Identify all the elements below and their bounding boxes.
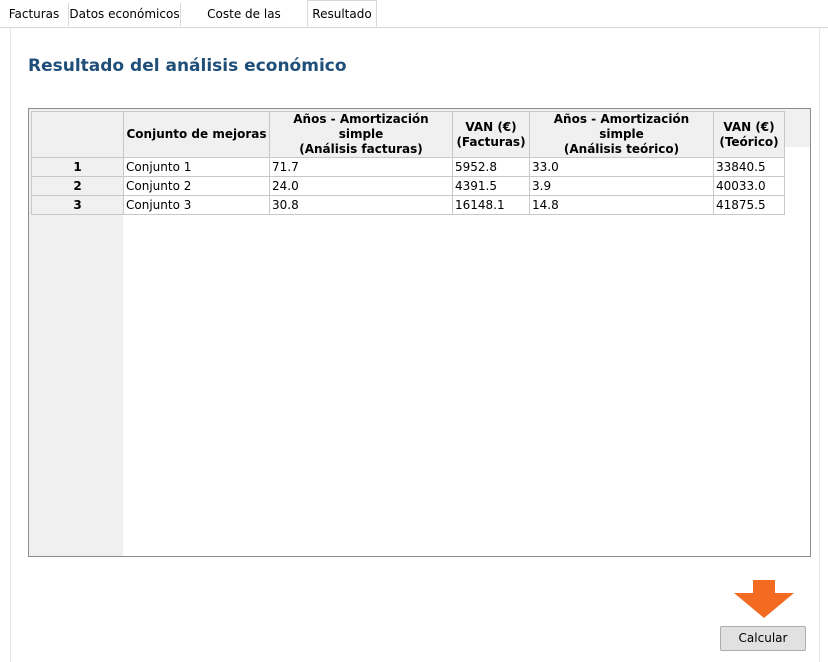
cell-amortizacion-teorico[interactable]: 33.0 [530, 158, 714, 177]
column-header-amortizacion-facturas[interactable]: Años - Amortización simple (Análisis facturas) [270, 112, 453, 158]
header-row [32, 112, 785, 158]
tab-coste-de-las-medidas[interactable]: Coste de las [207, 7, 281, 21]
tab-resultado[interactable]: Resultado [307, 0, 377, 27]
cell-conjunto[interactable]: Conjunto 3 [124, 196, 270, 215]
row-header[interactable]: 2 [32, 177, 124, 196]
column-header-amortizacion-teorico[interactable]: Años - Amortización simple (Análisis teórico) [530, 112, 714, 158]
cell-van-teorico[interactable]: 40033.0 [714, 177, 785, 196]
calculate-button[interactable]: Calcular [720, 626, 806, 651]
row-header[interactable]: 1 [32, 158, 124, 177]
corner-header[interactable] [32, 112, 124, 158]
cell-amortizacion-teorico[interactable]: 14.8 [530, 196, 714, 215]
table-row[interactable] [32, 196, 785, 215]
cell-van-teorico[interactable]: 33840.5 [714, 158, 785, 177]
tab-facturas[interactable]: Facturas [0, 3, 69, 26]
arrow-down-shape [734, 580, 794, 618]
cell-amortizacion-facturas[interactable]: 30.8 [270, 196, 453, 215]
table-row[interactable] [32, 177, 785, 196]
column-header-van-facturas[interactable]: VAN (€) (Facturas) [453, 112, 530, 158]
page-title: Resultado del análisis económico [28, 56, 347, 76]
column-header-van-teorico[interactable]: VAN (€) (Teórico) [714, 112, 785, 158]
results-grid[interactable] [28, 108, 811, 557]
row-header[interactable]: 3 [32, 196, 124, 215]
table-row[interactable] [32, 158, 785, 177]
cell-amortizacion-teorico[interactable]: 3.9 [530, 177, 714, 196]
cell-conjunto[interactable]: Conjunto 1 [124, 158, 270, 177]
column-header-conjunto[interactable]: Conjunto de mejoras [124, 112, 270, 158]
cell-van-facturas[interactable]: 16148.1 [453, 196, 530, 215]
cell-amortizacion-facturas[interactable]: 24.0 [270, 177, 453, 196]
cell-van-facturas[interactable]: 4391.5 [453, 177, 530, 196]
cell-conjunto[interactable]: Conjunto 2 [124, 177, 270, 196]
tab-datos-economicos[interactable]: Datos económicos [69, 3, 181, 26]
cell-van-facturas[interactable]: 5952.8 [453, 158, 530, 177]
arrow-down-icon [734, 580, 794, 618]
results-table [31, 111, 785, 215]
cell-amortizacion-facturas[interactable]: 71.7 [270, 158, 453, 177]
tab-bar [0, 0, 828, 28]
cell-van-teorico[interactable]: 41875.5 [714, 196, 785, 215]
